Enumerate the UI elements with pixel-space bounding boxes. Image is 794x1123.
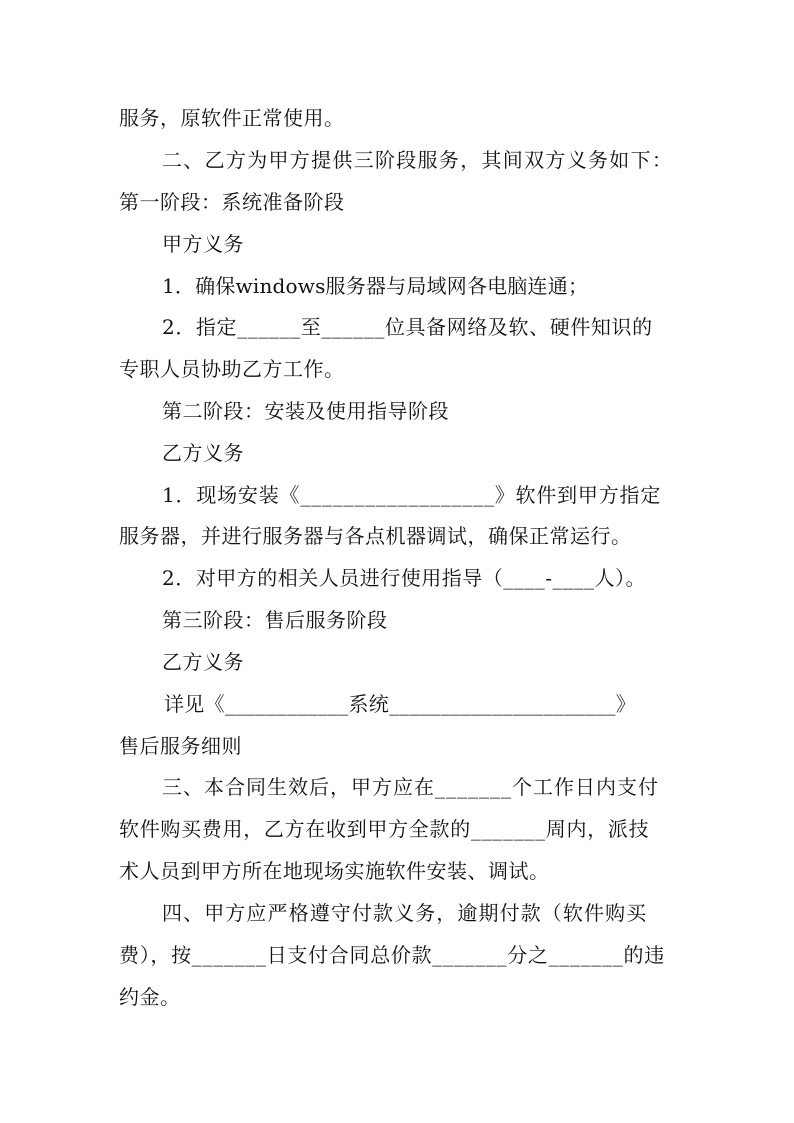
subheading: 乙方义务	[162, 650, 244, 674]
paragraph-line: 售后服务细则	[119, 734, 242, 758]
paragraph-line: 软件购买费用，乙方在收到甲方全款的_______周内，派技	[119, 817, 650, 841]
paragraph-line: 三、本合同生效后，甲方应在_______个工作日内支付	[162, 775, 659, 799]
paragraph-line: 服务器，并进行服务器与各点机器调试，确保正常运行。	[119, 524, 632, 548]
paragraph-line: 服务，原软件正常使用。	[119, 106, 345, 130]
paragraph-line: 约金。	[119, 985, 181, 1009]
paragraph-line: 详见《____________系统______________________》	[164, 692, 636, 716]
section-heading: 第二阶段：安装及使用指导阶段	[162, 399, 449, 423]
paragraph-line: 专职人员协助乙方工作。	[119, 357, 345, 381]
paragraph-line: 四、甲方应严格遵守付款义务，逾期付款（软件购买	[162, 901, 648, 925]
paragraph-line: 二、乙方为甲方提供三阶段服务，其间双方义务如下：	[162, 148, 674, 172]
paragraph-line: 费），按_______日支付合同总价款_______分之_______的违	[119, 943, 665, 967]
subheading: 甲方义务	[162, 232, 244, 256]
section-heading: 第一阶段：系统准备阶段	[119, 190, 345, 214]
paragraph-line: 2．对甲方的相关人员进行使用指导（____-____人）。	[162, 566, 646, 590]
paragraph-line: 1．确保windows服务器与局域网各电脑连通；	[162, 274, 589, 298]
section-heading: 第三阶段：售后服务阶段	[162, 608, 388, 632]
paragraph-line: 1．现场安装《__________________》软件到甲方指定	[162, 483, 662, 507]
paragraph-line: 术人员到甲方所在地现场实施软件安装、调试。	[119, 859, 550, 883]
paragraph-line: 2．指定______至______位具备网络及软、硬件知识的	[162, 315, 653, 339]
subheading: 乙方义务	[162, 441, 244, 465]
